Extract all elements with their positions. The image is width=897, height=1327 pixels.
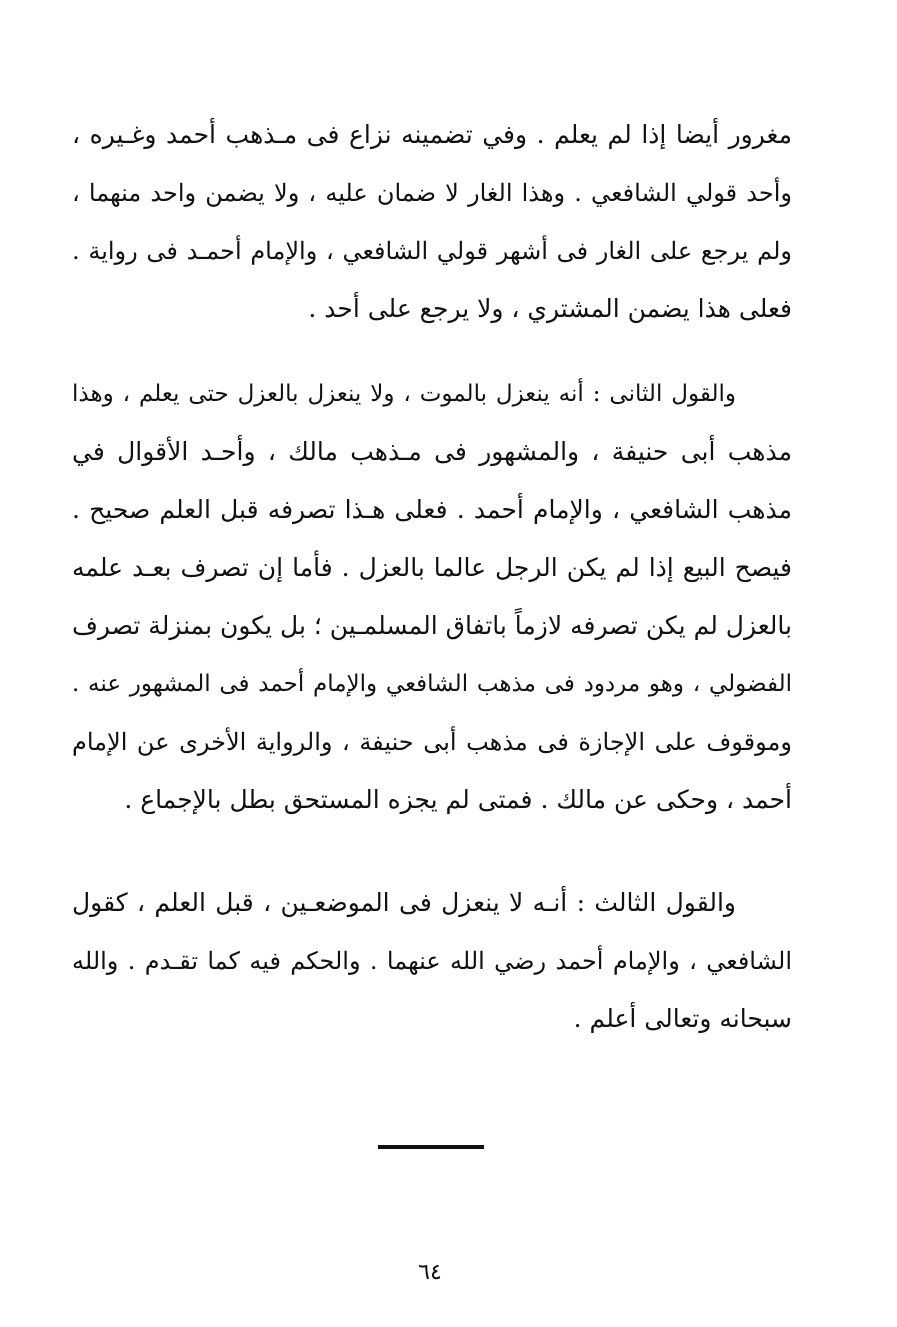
section-divider (378, 1145, 484, 1149)
page-number: ٦٤ (418, 1260, 442, 1285)
paragraph-2-line-1: والقول الثانى : أنه ينعزل بالموت ، ولا ينعزل بالعزل حتى يعلم ، وهذا (72, 381, 737, 407)
paragraph-2-line-2: مذهب أبى حنيفة ، والمشهور فى مـذهب مالك ، وأحـد الأقوال في (72, 437, 792, 466)
paragraph-3 (72, 883, 792, 1048)
paragraph-1-line-4: فعلى هذا يضمن المشتري ، ولا يرجع على أحد . (308, 294, 792, 323)
paragraph-1-line-2: وأحد قولي الشافعي . وهذا الغار لا ضمان عليه ، ولا يضمن واحد منهما ، (72, 179, 792, 207)
paragraph-2-line-7: وموقوف على الإجازة فى مذهب أبى حنيفة ، والرواية الأخرى عن الإمام (72, 728, 792, 756)
paragraph-2-line-3: مذهب الشافعي ، والإمام أحمد . فعلى هـذا تصرفه قبل العلم صحيح . (72, 495, 792, 524)
paragraph-2-line-4: فيصح البيع إذا لم يكن الرجل عالما بالعزل . فأما إن تصرف بعـد علمه (72, 553, 792, 582)
paragraph-1 (72, 115, 792, 335)
paragraph-3-line-2: الشافعي ، والإمام أحمد رضي الله عنهما . والحكم فيه كما تقـدم . والله (72, 947, 792, 975)
paragraph-3-line-3: سبحانه وتعالى أعلم . (573, 1004, 792, 1033)
paragraph-1-line-1: مغرور أيضا إذا لم يعلم . وفي تضمينه نزاع فى مـذهب أحمد وغـيره ، (72, 120, 792, 149)
paragraph-2-line-5: بالعزل لم يكن تصرفه لازماً باتفاق المسلمـين ؛ بل يكون بمنزلة تصرف (72, 611, 792, 640)
paragraph-2-line-8: أحمد ، وحكى عن مالك . فمتى لم يجزه المستحق بطل بالإجماع . (124, 785, 792, 814)
paragraph-2-line-6: الفضولي ، وهو مردود فى مذهب الشافعي والإمام أحمد فى المشهور عنه . (72, 671, 792, 697)
paragraph-3-line-1: والقول الثالث : أنـه لا ينعزل فى الموضعـين ، قبل العلم ، كقول (72, 888, 736, 917)
paragraph-1-line-3: ولم يرجع على الغار فى أشهر قولي الشافعي ، والإمام أحمـد فى رواية . (72, 237, 792, 265)
paragraph-2 (72, 374, 792, 844)
